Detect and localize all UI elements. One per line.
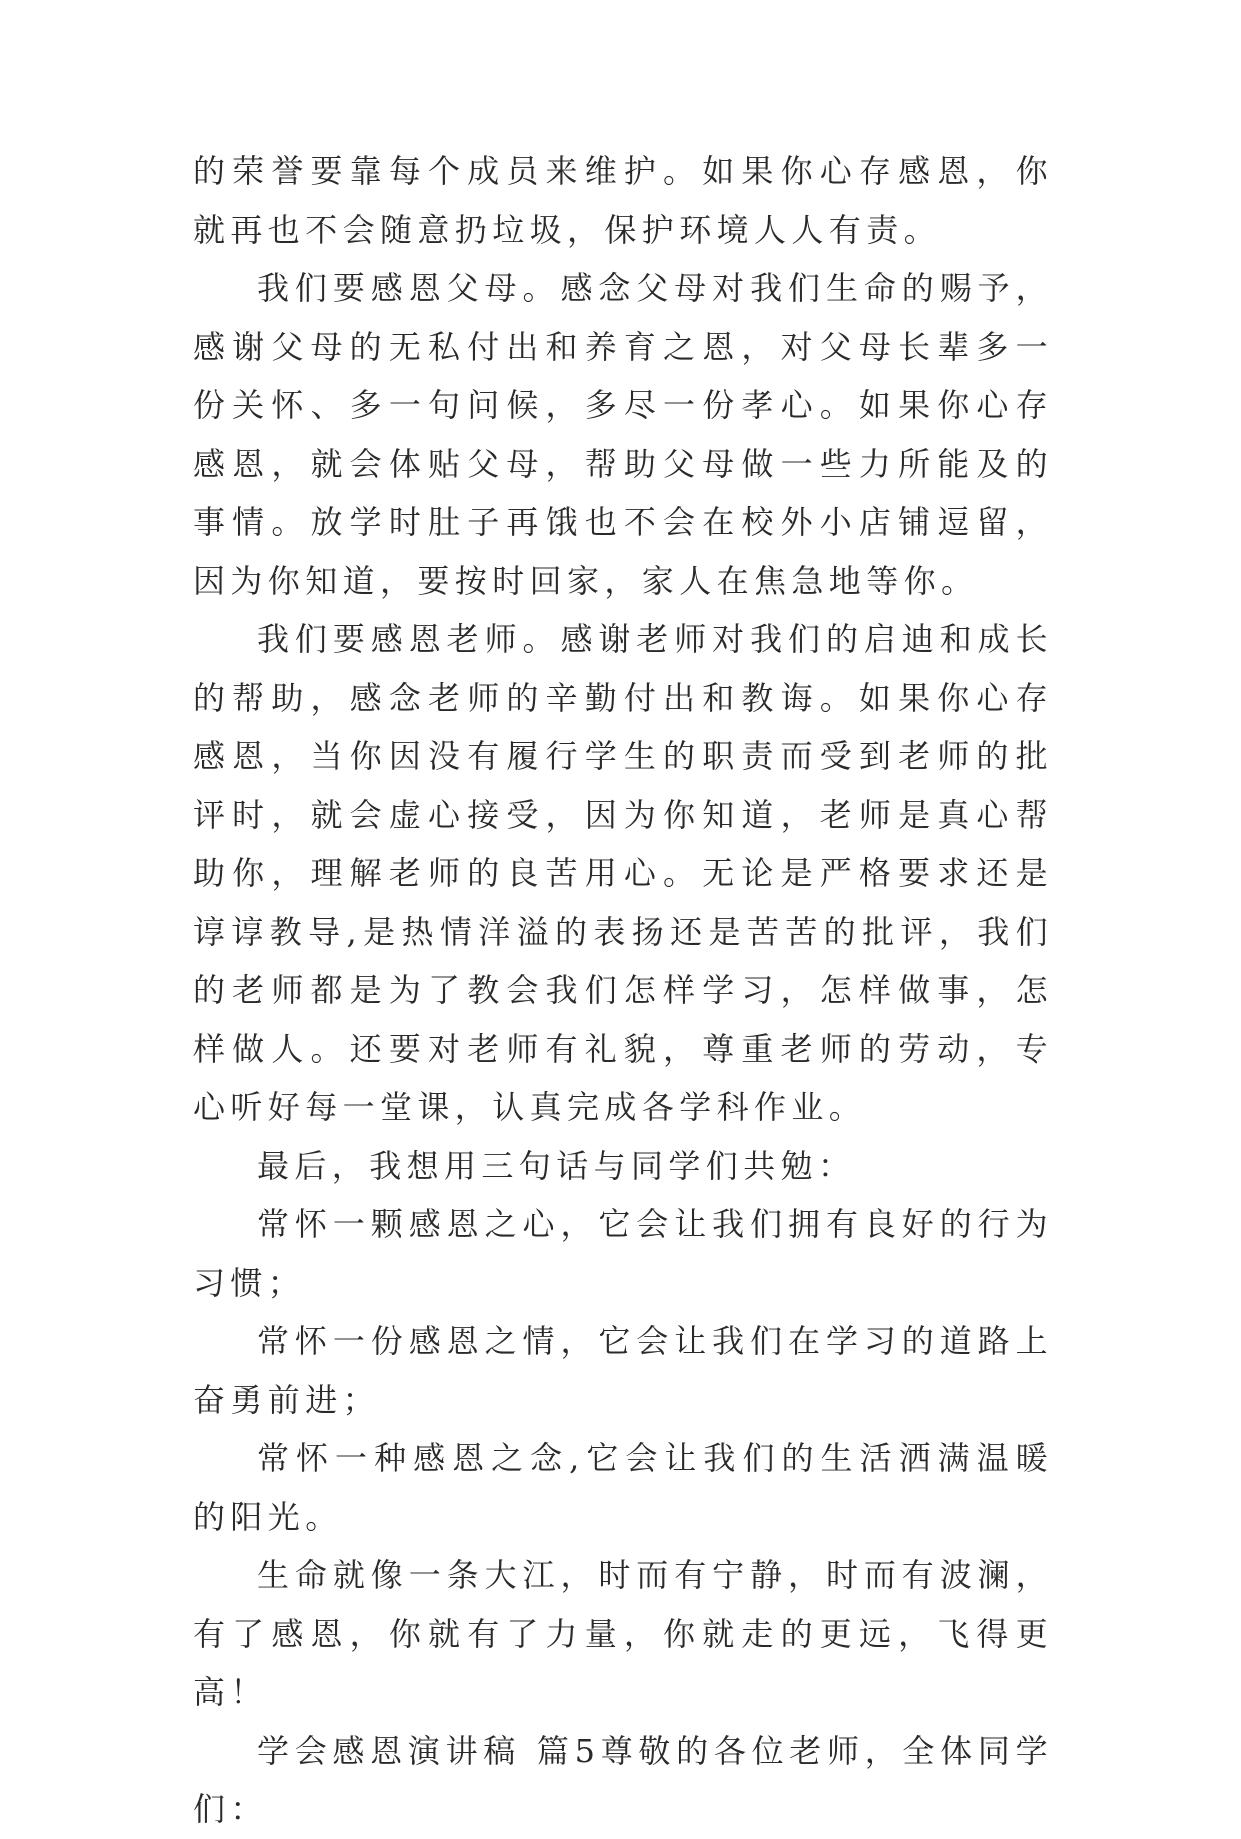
paragraph: 常怀一份感恩之情，它会让我们在学习的道路上奋勇前进；	[193, 1322, 1053, 1419]
paragraph: 的荣誉要靠每个成员来维护。如果你心存感恩，你就再也不会随意扔垃圾，保护环境人人有责。	[193, 152, 1053, 249]
paragraph: 常怀一颗感恩之心，它会让我们拥有良好的行为习惯；	[193, 1205, 1053, 1302]
paragraph: 最后，我想用三句话与同学们共勉：	[257, 1146, 856, 1185]
document-body	[193, 142, 1053, 1839]
paragraph: 生命就像一条大江，时而有宁静，时而有波澜，有了感恩，你就有了力量，你就走的更远，飞得更高！	[193, 1556, 1053, 1711]
paragraph: 常怀一种感恩之念,它会让我们的生活洒满温暖的阳光。	[193, 1439, 1053, 1536]
paragraph: 我们要感恩老师。感谢老师对我们的启迪和成长的帮助，感念老师的辛勤付出和教诲。如果你心存感恩，当你因没有履行学生的职责而受到老师的批评时，就会虚心接受，因为你知道，老师是真心帮助你，理解老师的良苦用心。无论是严格要求还是谆谆教导,是热情洋溢的表扬还是苦苦的批评，我们的老师都是为了教会我们怎样学习，怎样做事，怎样做人。还要对老师有礼貌，尊重老师的劳动，专心听好每一堂课，认真完成各学科作业。	[193, 620, 1053, 1126]
paragraph: 学会感恩演讲稿 篇5尊敬的各位老师，全体同学们：	[193, 1731, 1053, 1828]
paragraph: 我们要感恩父母。感念父母对我们生命的赐予，感谢父母的无私付出和养育之恩，对父母长辈多一份关怀、多一句问候，多尽一份孝心。如果你心存感恩，就会体贴父母，帮助父母做一些力所能及的事情。放学时肚子再饿也不会在校外小店铺逗留，因为你知道，要按时回家，家人在焦急地等你。	[193, 269, 1053, 600]
